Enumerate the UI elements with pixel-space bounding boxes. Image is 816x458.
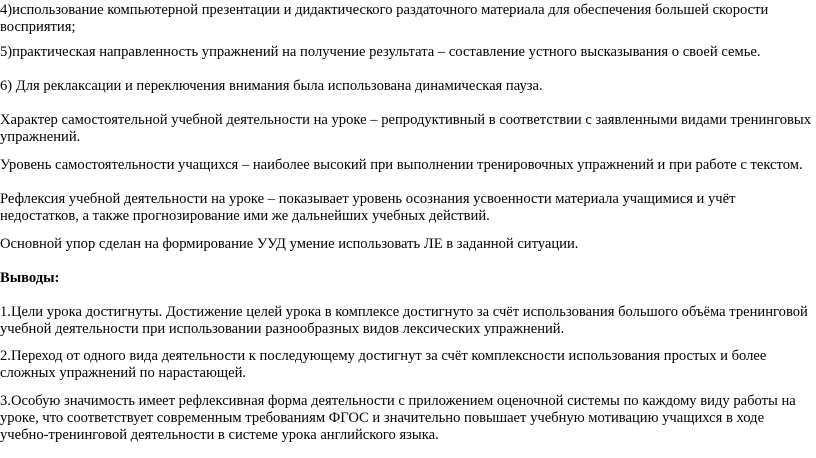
paragraph-activity-character: Характер самостоятельной учебной деятельности на уроке – репродуктивный в соответствии с заявленными видами тренинговых упражнений. [0, 112, 811, 145]
paragraph-main-focus: Основной упор сделан на формирование УУД умение использовать ЛЕ в заданной ситуации. [0, 236, 579, 252]
paragraph-item-6: 6) Для реклаксации и переключения внимания была использована динамическая пауза. [0, 78, 543, 94]
paragraph-item-4: 4)использование компьютерной презентации и дидактического раздаточного материала для обеспечения большей скорости восприятия; [0, 2, 769, 35]
conclusion-item-2: 2.Переход от одного вида деятельности к последующему достигнут за счёт комплексности использования простых и более сложных упражнений по нарастающей. [0, 348, 767, 381]
conclusions-heading: Выводы: [0, 270, 60, 286]
paragraph-item-5: 5)практическая направленность упражнений на получение результата – составление устного высказывания о своей семье. [0, 44, 761, 60]
conclusion-item-1: 1.Цели урока достигнуты. Достижение целей урока в комплексе достигнуто за счёт использования большого объёма тренинговой учебной деятельности при использовании разнообразных видов лексических упражнений. [0, 304, 808, 337]
paragraph-reflection: Рефлексия учебной деятельности на уроке – показывает уровень осознания усвоенности материала учащимися и учёт недостатков, а также прогнозирование ими же дальнейших учебных действий. [0, 191, 736, 224]
paragraph-independence-level: Уровень самостоятельности учащихся – наиболее высокий при выполнении тренировочных упражнений и при работе с текстом. [0, 157, 803, 173]
conclusion-item-3: 3.Особую значимость имеет рефлексивная форма деятельности с приложением оценочной системы по каждому виду работы на уроке, что соответствует современным требованиям ФГОС и значительно повышает учебную мотивацию учащихся в ходе учебно-тренинговой деятельности в системе урока английского языка. [0, 393, 796, 443]
